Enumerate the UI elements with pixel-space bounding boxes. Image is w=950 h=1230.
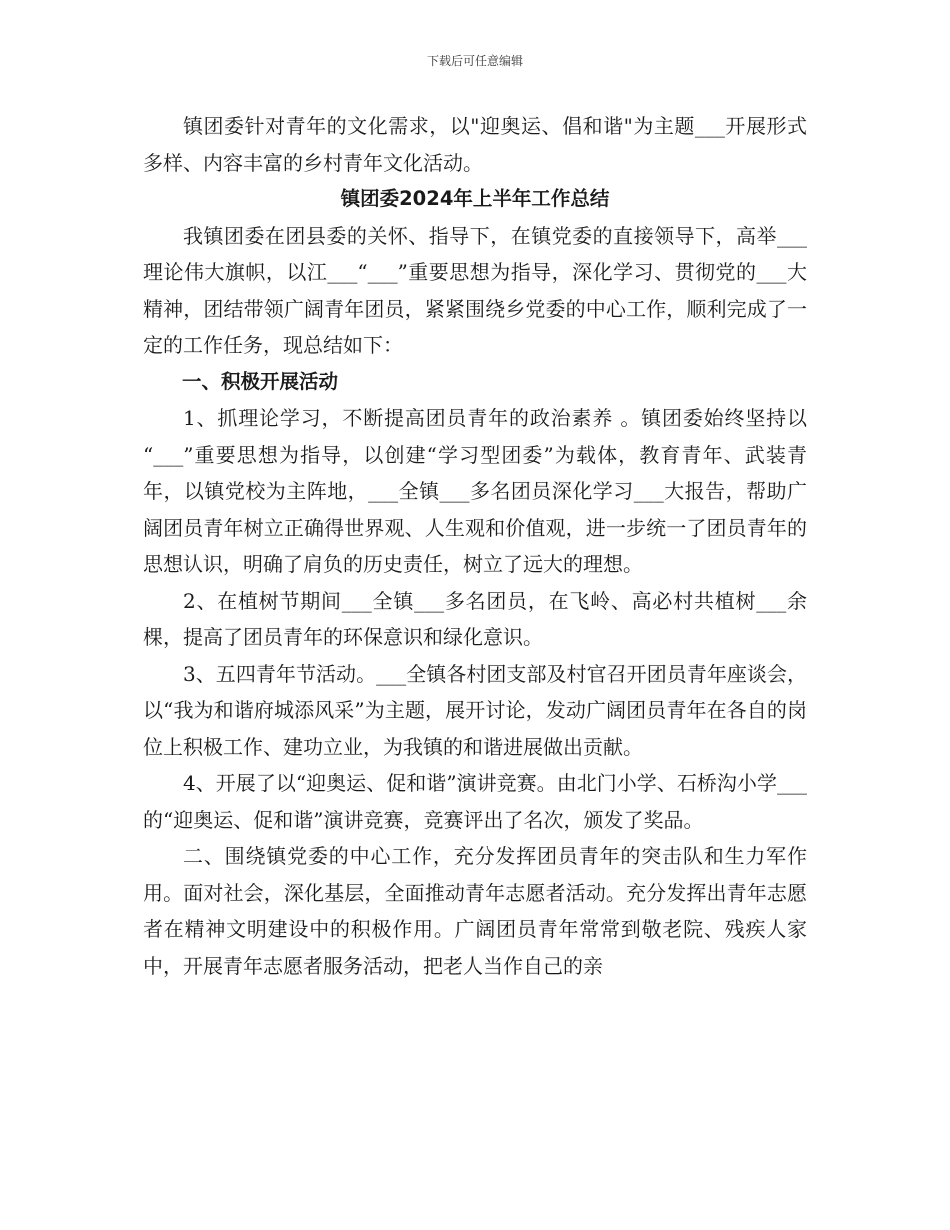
- section2-paragraph: 二、围绕镇党委的中心工作，充分发挥团员青年的突击队和生力军作用。面对社会，深化基层，全面推动青年志愿者活动。充分发挥出青年志愿者在精神文明建设中的积极作用。广阔团员青年常常到敬老院、残疾人家中，开展青年志愿者服务活动，把老人当作自己的亲: [143, 844, 807, 978]
- list-item-youth-day: 3、五四青年节活动。___全镇各村团支部及村官召开团员青年座谈会，以“我为和谐府城添风采”为主题，展开讨论，发动广阔团员青年在各自的岗位上积极工作、建功立业，为我镇的和谐进展做出贡献。: [143, 661, 807, 759]
- list-item-speech-contest: 4、开展了以“迎奥运、促和谐”演讲竞赛。由北门小学、石桥沟小学___的“迎奥运、促和谐”演讲竞赛，竞赛评出了名次，颁发了奖品。: [143, 771, 807, 832]
- list-item-tree-planting: 2、在植树节期间___全镇___多名团员，在飞岭、高必村共植树___余棵，提高了团员青年的环保意识和绿化意识。: [143, 588, 807, 649]
- list-item-theory-study: 1、抓理论学习，不断提高团员青年的政治素养 。镇团委始终坚持以 “___”重要思想为指导，以创建“学习型团委”为载体，教育青年、武装青年，以镇党校为主阵地，___全镇___多名团员深化学习___大报告，帮助广阔团员青年树立正确得世界观、人生观和价值观，进一步统一了团员青年的思想认识，明确了肩负的历史责任，树立了远大的理想。: [143, 406, 807, 576]
- intro-paragraph: 镇团委针对青年的文化需求，以"迎奥运、倡和谐"为主题___开展形式多样、内容丰富的乡村青年文化活动。: [143, 114, 807, 175]
- page-header-note: 下载后可任意编辑: [426, 54, 523, 68]
- document-title: 镇团委2024年上半年工作总结: [340, 187, 610, 210]
- section-heading-activities: 一、积极开展活动: [182, 369, 339, 393]
- opening-paragraph: 我镇团委在团县委的关怀、指导下，在镇党委的直接领导下，高举___理论伟大旗帜，以江___“___”重要思想为指导，深化学习、贯彻党的___大精神，团结带领广阔青年团员，紧紧围绕乡党委的中心工作，顺利完成了一定的工作任务，现总结如下：: [143, 223, 807, 357]
- document-body: [143, 108, 807, 984]
